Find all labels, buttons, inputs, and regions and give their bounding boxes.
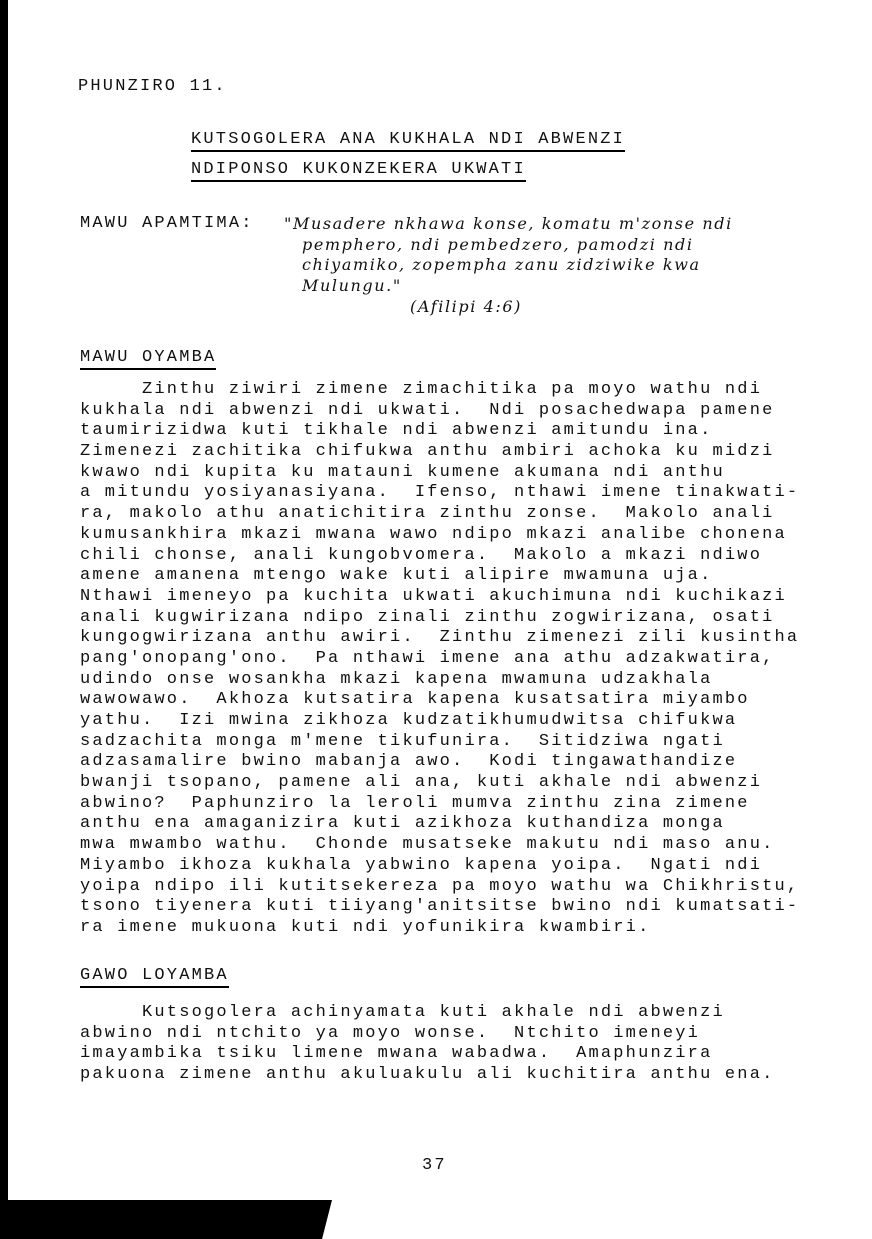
text-line: kwawo ndi kupita ku matauni kumene akumana ndi anthu — [80, 462, 725, 482]
text-line: tsono tiyenera kuti tiiyang'anitsitse bwino ndi kumatsati- — [80, 897, 800, 917]
text-line: taumirizidwa kuti tikhale ndi abwenzi amitundu ina. — [80, 421, 713, 441]
intro-body — [80, 380, 799, 939]
verse-line: "Musadere nkhawa konse, komatu m'zonse ndi — [284, 214, 733, 233]
text-line: chili chonse, anali kungobvomera. Makolo a mkazi ndiwo — [80, 545, 763, 565]
text-line: abwino ndi ntchito ya moyo wonse. Ntchito imeneyi — [80, 1023, 701, 1043]
text-line: yoipa ndipo ili kutitsekereza pa moyo wathu wa Chikhristu, — [80, 876, 800, 896]
text-line: imayambika tsiku limene mwana wabadwa. Amaphunzira — [80, 1044, 713, 1064]
text-line: anthu ena amaganizira kuti azikhoza kuthandiza monga — [80, 814, 725, 834]
text-line: abwino? Paphunziro la leroli mumva zinthu zina zimene — [80, 793, 750, 813]
verse-line: pemphero, ndi pembedzero, pamodzi ndi — [302, 234, 694, 254]
text-line: yathu. Izi mwina zikhoza kudzatikhumudwitsa chifukwa — [80, 711, 738, 730]
verse-line: chiyamiko, zopempha zanu zidziwike kwa — [302, 255, 701, 275]
text-line: amene amanena mtengo wake kuti alipire mwamuna uja. — [80, 566, 713, 586]
text-line: Zimenezi zachitika chifukwa anthu ambiri achoka ku midzi — [80, 442, 775, 462]
text-line: anali kugwirizana ndipo zinali zinthu zogwirizana, osati — [80, 607, 775, 627]
text-line: udindo onse wosankha mkazi kapena mwamuna udzakhala — [80, 669, 713, 689]
text-line: adzasamalire bwino mabanja awo. Kodi tingawathandize — [80, 752, 738, 772]
scan-edge-left — [0, 0, 8, 1239]
title-line-2: NDIPONSO KUKONZEKERA UKWATI — [191, 160, 526, 182]
title-line-1: KUTSOGOLERA ANA KUKHALA NDI ABWENZI — [191, 130, 625, 152]
text-line: ra, makolo athu anatichitira zinthu zonse. Makolo anali — [80, 504, 775, 524]
text-line: sadzachita monga m'mene tikufunira. Sitidziwa ngati — [80, 731, 725, 751]
text-line: Miyambo ikhoza kukhala yabwino kapena yoipa. Ngati ndi — [80, 855, 763, 875]
intro-heading: MAWU OYAMBA — [80, 348, 216, 370]
text-line: bwanji tsopano, pamene ali ana, kuti akhale ndi abwenzi — [80, 773, 763, 793]
text-line: kukhala ndi abwenzi ndi ukwati. Ndi posachedwapa pamene — [80, 400, 775, 420]
text-line: kungogwirizana anthu awiri. Zinthu zimenezi zili kusintha — [80, 628, 800, 648]
text-line: wawowawo. Akhoza kutsatira kapena kusatsatira miyambo — [80, 690, 750, 710]
text-line: ra imene mukuona kuti ndi yofunikira kwambiri. — [80, 917, 651, 937]
page-number: 37 — [422, 1156, 447, 1175]
text-line: Kutsogolera achinyamata kuti akhale ndi abwenzi — [80, 1003, 725, 1022]
text-line: kumusankhira mkazi mwana wawo ndipo mkazi analibe chonena — [80, 524, 787, 544]
verse-reference: (Afilipi 4:6) — [410, 296, 523, 316]
verse-line: Mulungu." — [302, 276, 402, 296]
title — [191, 130, 625, 190]
text-line: Zinthu ziwiri zimene zimachitika pa moyo wathu ndi — [80, 380, 763, 399]
text-line: Nthawi imeneyo pa kuchita ukwati akuchimuna ndi kuchikazi — [80, 586, 787, 606]
part-one-heading: GAWO LOYAMBA — [80, 966, 229, 988]
memory-verse-label: MAWU APAMTIMA: — [80, 214, 254, 233]
text-line: mwa mwambo wathu. Chonde musatseke makutu ndi maso anu. — [80, 835, 775, 855]
text-line: pakuona zimene anthu akuluakulu ali kuchitira anthu ena. — [80, 1065, 775, 1085]
part-one-body — [80, 1003, 775, 1086]
text-line: pang'onopang'ono. Pa nthawi imene ana athu adzakwatira, — [80, 648, 775, 668]
text-line: a mitundu yosiyanasiyana. Ifenso, nthawi imene tinakwati- — [80, 483, 800, 503]
scan-edge-bottom — [0, 1200, 332, 1239]
lesson-label: PHUNZIRO 11. — [78, 77, 227, 96]
memory-verse — [284, 214, 733, 317]
